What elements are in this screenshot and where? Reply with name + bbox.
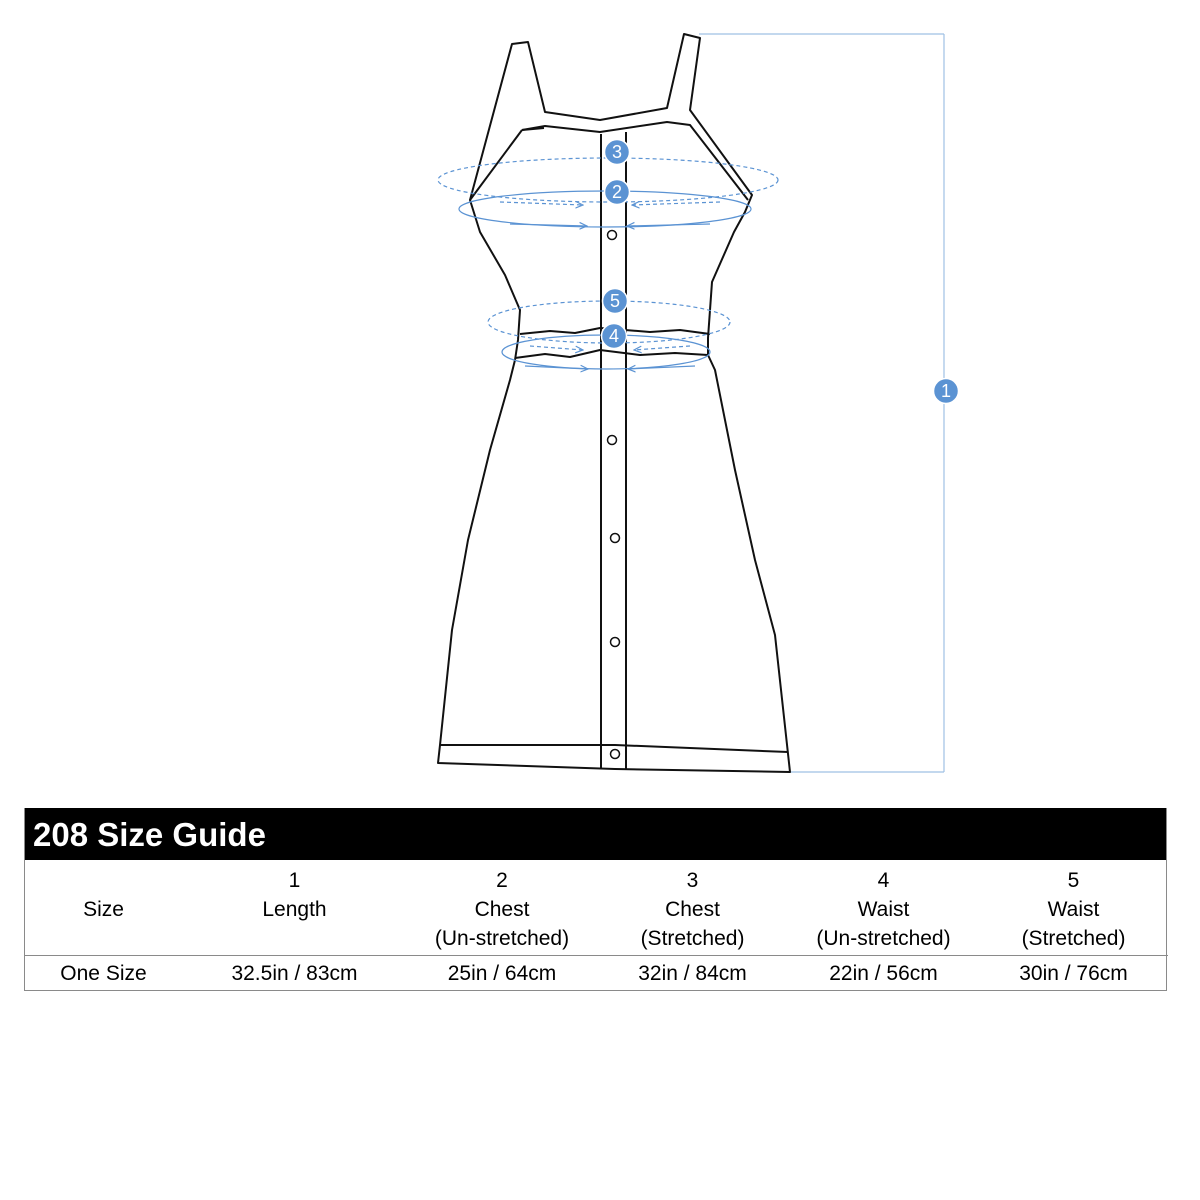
hem-line — [440, 745, 788, 752]
marker-2 — [605, 180, 630, 205]
button-2 — [608, 436, 617, 445]
column-detail: (Un-stretched) — [816, 927, 951, 950]
column-name: Chest — [665, 898, 720, 921]
length-column-header — [182, 860, 407, 956]
button-4 — [611, 638, 620, 647]
column-detail — [182, 924, 407, 953]
chest-unstretched-column-header — [407, 860, 597, 956]
length-dimension-line — [699, 34, 944, 772]
chest-stretched-cell: 32in / 84cm — [638, 962, 747, 985]
waistband-bottom — [515, 350, 708, 358]
button-3 — [611, 534, 620, 543]
column-number: 4 — [877, 869, 890, 892]
marker-5 — [603, 289, 628, 314]
marker-3 — [605, 140, 630, 165]
waist-unstretched-cell: 22in / 56cm — [829, 962, 938, 985]
size-column-header: Size — [25, 860, 182, 956]
header-row — [25, 860, 1168, 956]
column-number: 5 — [1067, 869, 1080, 892]
waist-stretched-column-header — [979, 860, 1168, 956]
size-cell: One Size — [60, 962, 147, 985]
length-cell: 32.5in / 83cm — [231, 962, 358, 985]
svg-text:1: 1 — [940, 381, 952, 401]
button-1 — [608, 231, 617, 240]
chest-stretched-column-header — [597, 860, 788, 956]
waist-stretched-cell: 30in / 76cm — [1019, 962, 1128, 985]
marker-4 — [602, 324, 627, 349]
column-number: 1 — [288, 869, 301, 892]
left-armhole-inner — [470, 130, 522, 200]
waist-unstretched-column-header — [788, 860, 979, 956]
size-guide-table — [25, 860, 1168, 990]
column-name: Length — [262, 898, 327, 921]
button-5 — [611, 750, 620, 759]
svg-text:3: 3 — [611, 142, 623, 162]
column-name: Waist — [857, 898, 910, 921]
column-number: 3 — [686, 869, 699, 892]
svg-text:4: 4 — [608, 326, 620, 346]
column-detail: (Un-stretched) — [434, 927, 570, 950]
svg-text:2: 2 — [611, 182, 623, 202]
chest-unstretched-cell: 25in / 64cm — [447, 962, 557, 985]
column-name: Waist — [1047, 898, 1100, 921]
column-detail: (Stretched) — [1021, 927, 1126, 950]
size-guide-title: 208 Size Guide — [25, 808, 1166, 860]
size-guide — [24, 808, 1167, 991]
column-detail: (Stretched) — [640, 927, 745, 950]
column-number: 2 — [496, 869, 508, 892]
svg-text:5: 5 — [609, 291, 621, 311]
column-name: Chest — [474, 898, 530, 921]
marker-1 — [934, 379, 959, 404]
neckline-inner — [522, 122, 748, 200]
table-row — [25, 956, 1168, 991]
